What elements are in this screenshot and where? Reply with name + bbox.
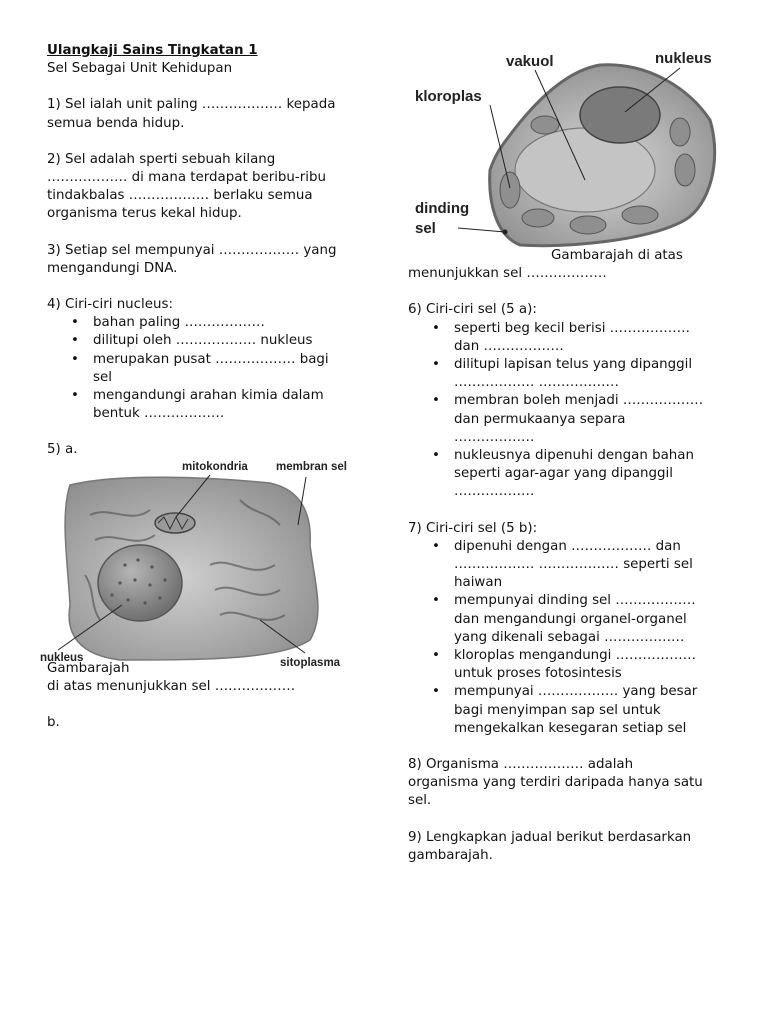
plant-caption-line: Gambarajah di atas [551,248,683,263]
chloroplast [622,206,658,224]
label-membran-sel: membran sel [276,461,347,473]
question-7 [408,520,738,738]
mitochondrion [155,513,195,533]
list-item: • mengandungi arahan kimia dalam bentuk ……………… [47,387,377,423]
list-item: • seperti beg kecil berisi ……………… dan ……………… [408,320,738,356]
list-item: • membran boleh menjadi ……………… dan permukaanya separa ……………… [408,392,738,447]
label-mitokondria: mitokondria [182,461,248,473]
q2-line: tindakbalas ……………… berlaku semua [47,188,313,204]
q2-line: 2) Sel adalah sperti sebuah kilang [47,151,276,167]
plant-caption-line: menunjukkan sel ……………… [408,266,607,282]
q1-line: semua benda hidup. [47,115,185,131]
plant-nucleus [580,87,660,143]
caption-line: Gambarajah [47,661,130,676]
left-column [47,42,377,460]
question-9 [408,829,738,865]
q4-heading: 4) Ciri-ciri nucleus: [47,297,173,313]
question-4 [47,296,377,423]
q7-heading: 7) Ciri-ciri sel (5 b): [408,520,538,536]
q8-line: organisma yang terdiri daripada hanya satu [408,775,703,791]
plant-cell-diagram [410,40,730,252]
label-sitoplasma: sitoplasma [280,657,341,669]
list-item: • dilitupi oleh ……………… nukleus [47,332,377,350]
q2-line: organisma terus kekal hidup. [47,206,242,222]
nucleus-organelle [98,545,182,621]
q2-line: ……………… di mana terdapat beribu-ribu [47,170,326,186]
list-item: • nukleusnya dipenuhi dengan bahan seperti agar-agar yang dipanggil ……………… [408,447,738,502]
list-item: • dilitupi lapisan telus yang dipanggil ……………… ……………… [408,356,738,392]
label-nukleus: nukleus [40,652,84,664]
q3-line: mengandungi DNA. [47,260,178,276]
list-item: • mempunyai dinding sel ……………… dan mengandungi organel-organel yang dikenali sebagai ……………… [408,592,738,647]
q6-heading: 6) Ciri-ciri sel (5 a): [408,302,537,318]
chloroplast [500,172,520,208]
chloroplast [531,116,559,134]
q8-line: sel. [408,793,432,809]
list-item: • kloroplas mengandungi ……………… untuk proses fotosintesis [408,647,738,683]
question-8 [408,756,738,811]
list-item: • mempunyai ……………… yang besar bagi menyimpan sap sel untuk mengekalkan kesegaran setiap sel [408,683,738,738]
question-2 [47,151,377,224]
chloroplast [570,216,606,234]
question-3 [47,242,377,278]
q9-line: gambarajah. [408,847,493,863]
q4-list [47,314,377,423]
chloroplast [675,154,695,186]
question-6 [408,301,738,501]
chloroplast [522,209,554,227]
page-title: Ulangkaji Sains Tingkatan 1 [47,43,258,58]
label-kloroplas: kloroplas [415,88,482,105]
page-subtitle: Sel Sebagai Unit Kehidupan [47,61,233,77]
label-dinding: dinding [415,200,470,217]
chloroplast [670,118,690,146]
question-1 [47,96,377,132]
q6-list [408,320,738,502]
animal-cell-diagram [40,455,370,670]
caption-line: di atas menunjukkan sel ……………… [47,679,296,695]
label-nukleus: nukleus [655,50,712,67]
list-item: • merupakan pusat ……………… bagi sel [47,351,377,387]
list-item: • dipenuhi dengan ……………… dan ……………… ……………… seperti sel haiwan [408,538,738,593]
q3-line: 3) Setiap sel mempunyai ……………… yang [47,242,337,258]
q7-list [408,538,738,738]
label-sel: sel [415,220,436,237]
q1-line: 1) Sel ialah unit paling ……………… kepada [47,97,336,113]
q9-line: 9) Lengkapkan jadual berikut berdasarkan [408,829,692,845]
q5-caption [47,660,377,733]
label-vakuol: vakuol [506,53,554,70]
list-item: • bahan paling ……………… [47,314,377,332]
q8-line: 8) Organisma ……………… adalah [408,757,634,773]
right-column [408,247,738,865]
q5a-label: 5) a. [47,442,78,458]
q5b-label: b. [47,715,60,731]
